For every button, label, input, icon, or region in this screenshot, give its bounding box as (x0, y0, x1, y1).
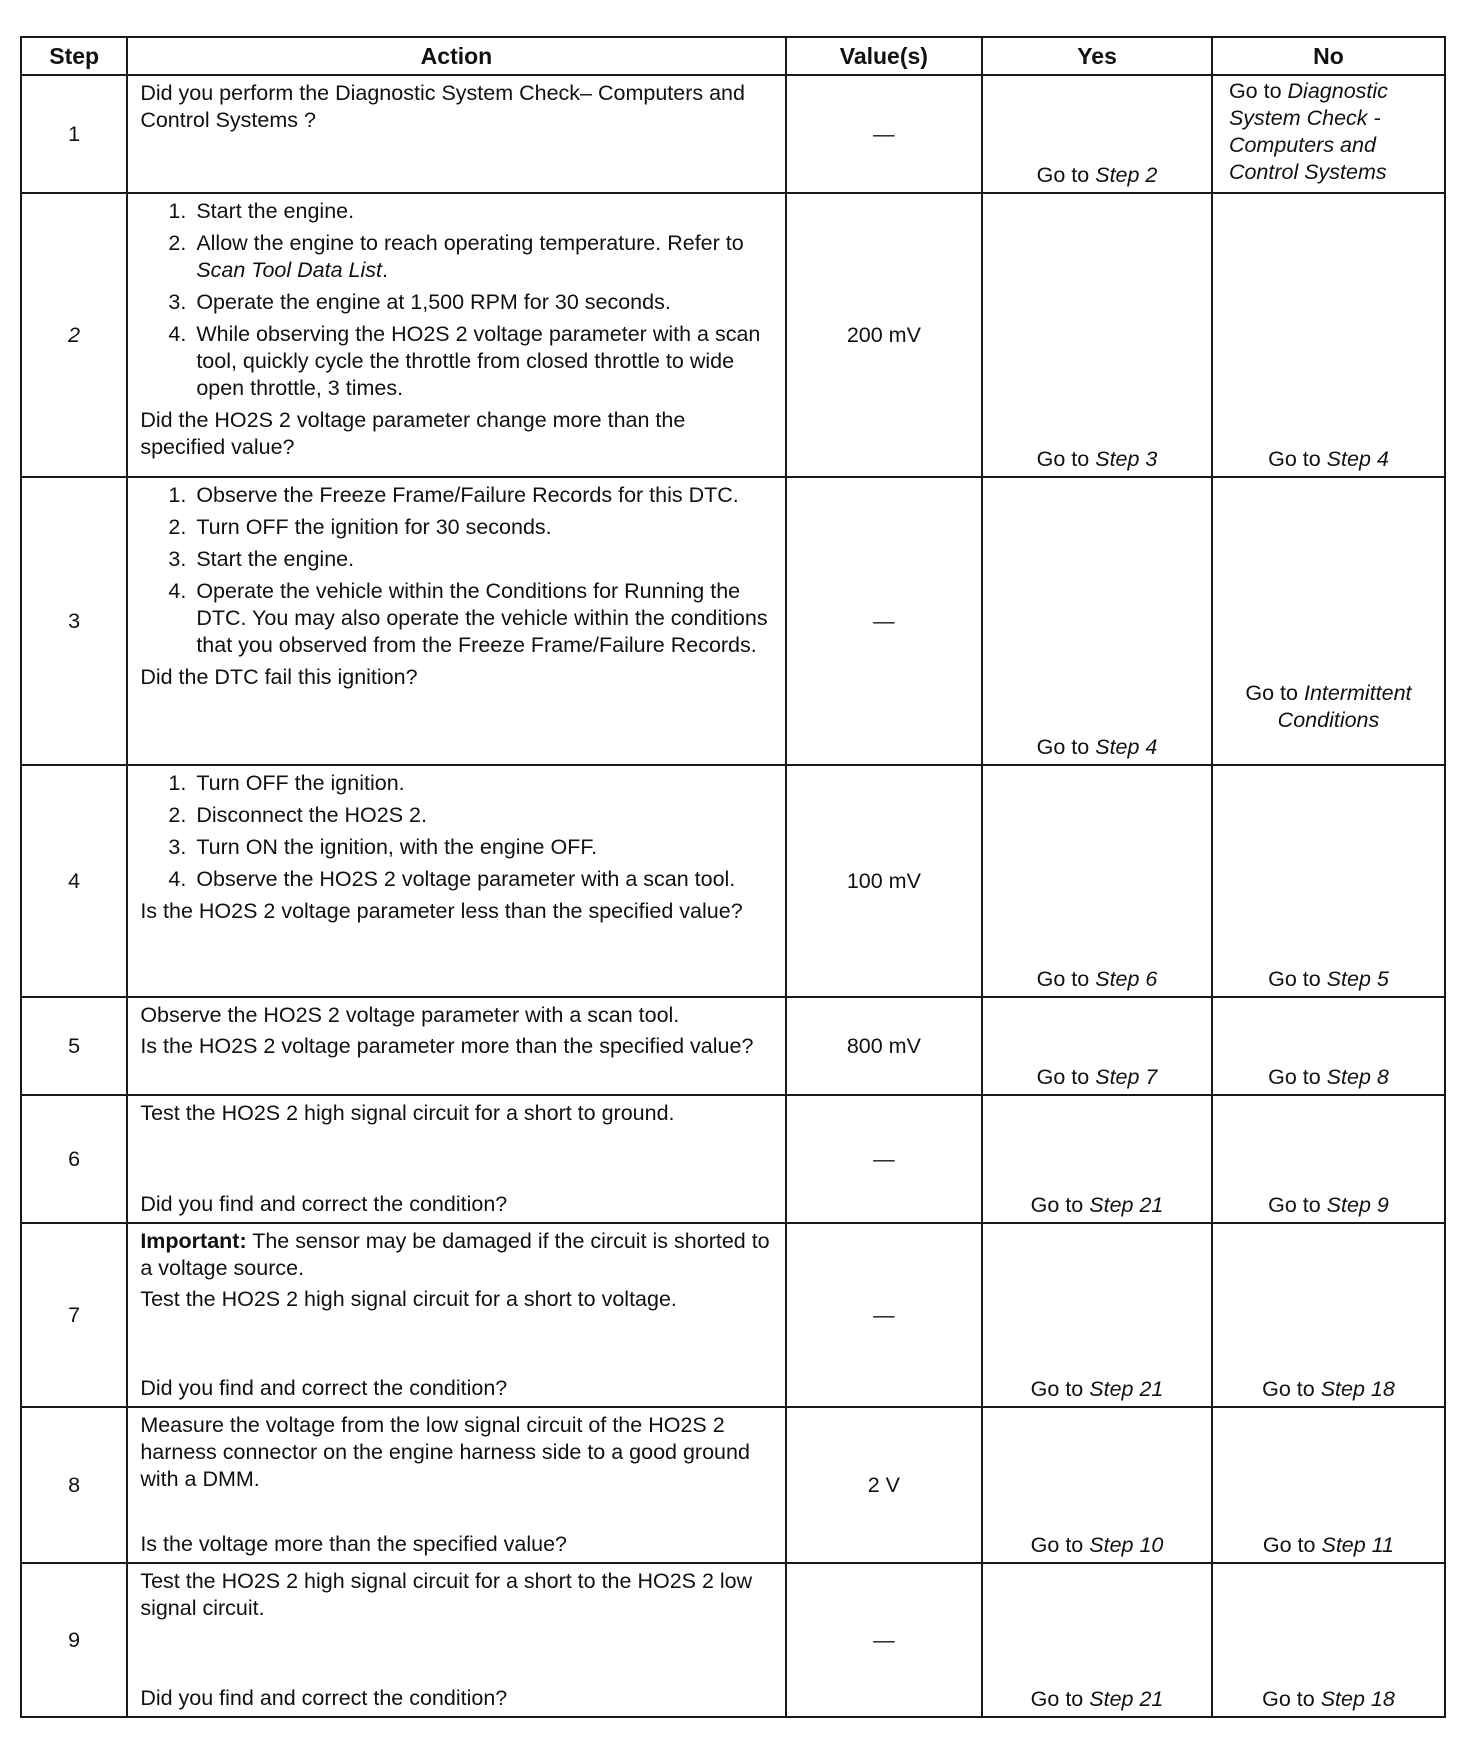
list-item: 3. Start the engine. (192, 546, 774, 573)
step-number: 5 (21, 997, 127, 1095)
list-item: 4. While observing the HO2S 2 voltage parameter with a scan tool, quickly cycle the throttle from closed throttle to wide open throttle, 3 times. (192, 321, 774, 402)
action-list (140, 198, 774, 402)
list-item: 4. Observe the HO2S 2 voltage parameter with a scan tool. (192, 866, 774, 893)
header-values: Value(s) (786, 37, 983, 75)
header-action: Action (127, 37, 785, 75)
no-cell: Go to Intermittent Conditions (1212, 477, 1445, 765)
no-target: Step 18 (1320, 1377, 1395, 1401)
no-cell: Go to Step 5 (1212, 765, 1445, 997)
action-instruction: Measure the voltage from the low signal circuit of the HO2S 2 harness connector on the engine harness side to a good ground with a DMM. (140, 1413, 750, 1491)
table-row (21, 193, 1445, 477)
action-instruction: Test the HO2S 2 high signal circuit for a short to the HO2S 2 low signal circuit. (140, 1569, 753, 1620)
step-number: 6 (21, 1095, 127, 1223)
no-target: Diagnostic System Check - Computers and Control Systems (1228, 79, 1388, 184)
no-cell: Go to Step 18 (1212, 1223, 1445, 1407)
action-cell (127, 193, 785, 477)
yes-target: Step 10 (1089, 1533, 1164, 1557)
action-instruction: Test the HO2S 2 high signal circuit for a short to voltage. (140, 1287, 677, 1311)
action-cell (127, 1223, 785, 1407)
no-target: Step 5 (1326, 967, 1389, 991)
action-cell (127, 1095, 785, 1223)
yes-cell: Go to Step 10 (982, 1407, 1212, 1563)
header-step: Step (21, 37, 127, 75)
value-cell: — (786, 477, 983, 765)
step-number: 1 (21, 75, 127, 193)
step-number: 9 (21, 1563, 127, 1717)
yes-cell: Go to Step 21 (982, 1563, 1212, 1717)
action-cell (127, 1407, 785, 1563)
yes-target: Step 3 (1095, 447, 1158, 471)
value-cell: — (786, 1223, 983, 1407)
no-cell: Go to Step 4 (1212, 193, 1445, 477)
value-cell: 800 mV (786, 997, 983, 1095)
yes-cell: Go to Step 7 (982, 997, 1212, 1095)
action-question: Did the DTC fail this ignition? (140, 665, 418, 689)
value-cell: 200 mV (786, 193, 983, 477)
action-instruction: Test the HO2S 2 high signal circuit for a short to ground. (140, 1101, 675, 1125)
action-question: Did you find and correct the condition? (140, 1192, 508, 1216)
action-cell (127, 1563, 785, 1717)
table-row (21, 997, 1445, 1095)
header-no: No (1212, 37, 1445, 75)
value-cell: 2 V (786, 1407, 983, 1563)
list-item: 3. Operate the engine at 1,500 RPM for 30 seconds. (192, 289, 774, 316)
table-row (21, 1095, 1445, 1223)
table-row (21, 1223, 1445, 1407)
step-number: 7 (21, 1223, 127, 1407)
yes-cell: Go to Step 21 (982, 1095, 1212, 1223)
no-target: Step 11 (1321, 1533, 1395, 1557)
yes-target: Step 6 (1095, 967, 1158, 991)
action-cell (127, 477, 785, 765)
action-question: Is the HO2S 2 voltage parameter less than the specified value? (140, 899, 743, 923)
list-item: 2. Allow the engine to reach operating temperature. Refer to Scan Tool Data List. (192, 230, 774, 284)
action-question: Did you find and correct the condition? (140, 1376, 508, 1400)
list-item: 2. Disconnect the HO2S 2. (192, 802, 774, 829)
yes-cell: Go to Step 3 (982, 193, 1212, 477)
no-cell: Go to Step 11 (1212, 1407, 1445, 1563)
table-row (21, 1563, 1445, 1717)
no-target: Step 8 (1326, 1065, 1389, 1089)
no-target: Step 4 (1326, 447, 1389, 471)
yes-target: Step 21 (1089, 1377, 1164, 1401)
no-target: Intermittent Conditions (1277, 681, 1412, 732)
action-question: Is the HO2S 2 voltage parameter more than the specified value? (140, 1034, 754, 1058)
header-yes: Yes (982, 37, 1212, 75)
list-item: 3. Turn ON the ignition, with the engine OFF. (192, 834, 774, 861)
action-cell (127, 997, 785, 1095)
no-target: Step 18 (1320, 1687, 1395, 1711)
no-cell: Go to Step 18 (1212, 1563, 1445, 1717)
yes-target: Step 21 (1089, 1687, 1164, 1711)
diagnostic-table (20, 36, 1446, 1718)
step-number: 8 (21, 1407, 127, 1563)
yes-target: Step 2 (1095, 163, 1158, 187)
yes-cell: Go to Step 2 (982, 75, 1212, 193)
action-list (140, 482, 774, 659)
step-number: 3 (21, 477, 127, 765)
value-cell: — (786, 1563, 983, 1717)
no-target: Step 9 (1326, 1193, 1389, 1217)
table-row (21, 75, 1445, 193)
list-item: 1. Observe the Freeze Frame/Failure Records for this DTC. (192, 482, 774, 509)
action-instruction: Observe the HO2S 2 voltage parameter with a scan tool. (140, 1003, 680, 1027)
action-question: Did you find and correct the condition? (140, 1686, 508, 1710)
no-cell: Go to Diagnostic System Check - Computers and Control Systems (1212, 75, 1445, 193)
yes-target: Step 4 (1095, 735, 1158, 759)
yes-target: Step 7 (1095, 1065, 1158, 1089)
yes-cell: Go to Step 21 (982, 1223, 1212, 1407)
yes-cell: Go to Step 4 (982, 477, 1212, 765)
list-item: 2. Turn OFF the ignition for 30 seconds. (192, 514, 774, 541)
action-list (140, 770, 774, 893)
step-number: 2 (21, 193, 127, 477)
header-row (21, 37, 1445, 75)
action-question: Is the voltage more than the specified value? (140, 1532, 567, 1556)
reference-link: Scan Tool Data List (196, 258, 382, 282)
no-cell: Go to Step 9 (1212, 1095, 1445, 1223)
yes-target: Step 21 (1089, 1193, 1164, 1217)
list-item: 1. Start the engine. (192, 198, 774, 225)
table-row (21, 1407, 1445, 1563)
important-note: Important: The sensor may be damaged if the circuit is shorted to a voltage source. (140, 1229, 770, 1280)
action-cell (127, 765, 785, 997)
value-cell: — (786, 1095, 983, 1223)
no-cell: Go to Step 8 (1212, 997, 1445, 1095)
value-cell: 100 mV (786, 765, 983, 997)
table-row (21, 477, 1445, 765)
table-row (21, 765, 1445, 997)
action-question: Did the HO2S 2 voltage parameter change more than the specified value? (140, 408, 686, 459)
list-item: 1. Turn OFF the ignition. (192, 770, 774, 797)
list-item: 4. Operate the vehicle within the Conditions for Running the DTC. You may also operate the vehicle within the conditions that you observed from the Freeze Frame/Failure Records. (192, 578, 774, 659)
yes-cell: Go to Step 6 (982, 765, 1212, 997)
action-question: Did you perform the Diagnostic System Check– Computers and Control Systems ? (140, 81, 745, 132)
step-number: 4 (21, 765, 127, 997)
action-cell (127, 75, 785, 193)
value-cell: — (786, 75, 983, 193)
